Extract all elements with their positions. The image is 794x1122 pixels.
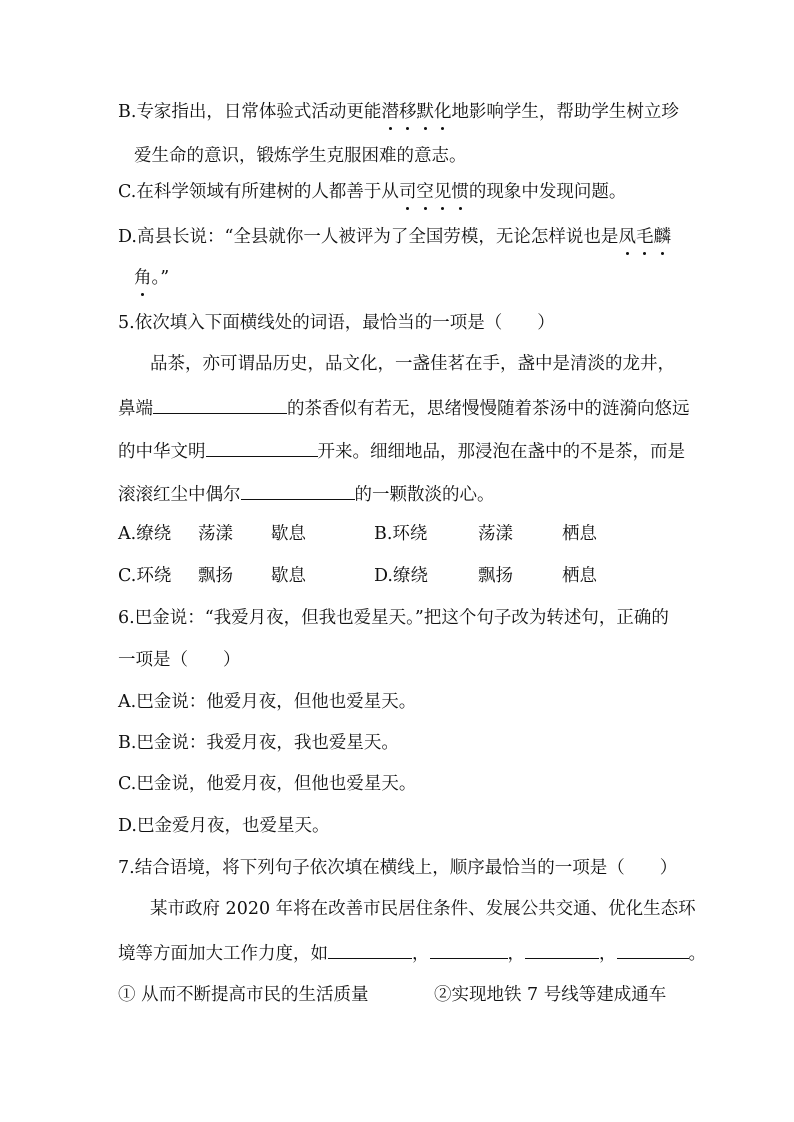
q6-option-b[interactable]: B.巴金说：我爱月夜，我也爱星天。 <box>118 733 399 753</box>
q4-option-b-line1: B.专家指出，日常体验式活动更能潜移默化地影响学生，帮助学生树立珍 <box>118 102 679 122</box>
q6-option-c[interactable]: C.巴金说，他爱月夜，但他也爱星天。 <box>118 774 417 794</box>
q4-option-b-line2: 爱生命的意识，锻炼学生克服困难的意志。 <box>134 146 467 166</box>
q6-option-d[interactable]: D.巴金爱月夜，也爱星天。 <box>118 816 330 836</box>
q6-option-a[interactable]: A.巴金说：他爱月夜，但他也爱星天。 <box>118 692 417 712</box>
q7-item-1: ① 从而不断提高市民的生活质量 <box>118 985 369 1005</box>
q5-passage-line2: 鼻端 的茶香似有若无，思绪慢慢随着茶汤中的涟漪向悠远 <box>118 395 690 421</box>
q5-stem: 5.依次填入下面横线处的词语，最恰当的一项是（ ） <box>118 313 555 333</box>
q5-blank-1[interactable] <box>153 395 287 414</box>
q5-passage-line3: 的中华文明 开来。细细地品，那浸泡在盏中的不是茶，而是 <box>118 438 685 464</box>
q7-passage-line2: 境等方面加大工作力度，如 ， ， ， 。 <box>118 940 706 966</box>
q5-blank-2[interactable] <box>206 438 318 457</box>
q5-options-row-1: A.缭绕 荡漾 歇息 B.环绕 荡漾 栖息 <box>118 524 597 544</box>
q7-blank-3[interactable] <box>525 940 599 959</box>
q6-stem-line2: 一项是（ ） <box>118 650 241 670</box>
q6-stem-line1: 6.巴金说：“我爱月夜，但我也爱星天。”把这个句子改为转述句，正确的 <box>118 608 669 628</box>
q4-option-d-line1: D.高县长说：“全县就你一人被评为了全国劳模，无论怎样说也是凤毛麟 <box>118 227 671 247</box>
q5-option-b[interactable]: B.环绕 <box>374 524 428 544</box>
q5-option-c[interactable]: C.环绕 <box>118 566 172 586</box>
q5-passage-line4: 滚滚红尘中偶尔 的一颗散淡的心。 <box>118 481 495 507</box>
q7-item-2: ②实现地铁 7 号线等建成通车 <box>434 985 667 1005</box>
q7-stem: 7.结合语境，将下列句子依次填在横线上，顺序最恰当的一项是（ ） <box>118 858 678 878</box>
q7-blank-4[interactable] <box>617 940 689 959</box>
q7-blank-2[interactable] <box>430 940 508 959</box>
q4-option-c: C.在科学领域有所建树的人都善于从司空见惯的现象中发现问题。 <box>118 182 627 202</box>
q7-blank-1[interactable] <box>328 940 412 959</box>
q7-passage-line1: 某市政府 2020 年将在改善市民居住条件、发展公共交通、优化生态环 <box>150 899 696 919</box>
q5-option-a[interactable]: A.缭绕 <box>118 524 172 544</box>
q5-options-row-2: C.环绕 飘扬 歇息 D.缭绕 飘扬 栖息 <box>118 566 597 586</box>
q5-blank-3[interactable] <box>241 481 355 500</box>
q5-option-d[interactable]: D.缭绕 <box>374 566 428 586</box>
q4-option-d-line2: 角。” <box>134 268 170 288</box>
q5-passage-line1: 品茶，亦可谓品历史，品文化，一盏佳茗在手，盏中是清淡的龙井， <box>150 354 675 374</box>
